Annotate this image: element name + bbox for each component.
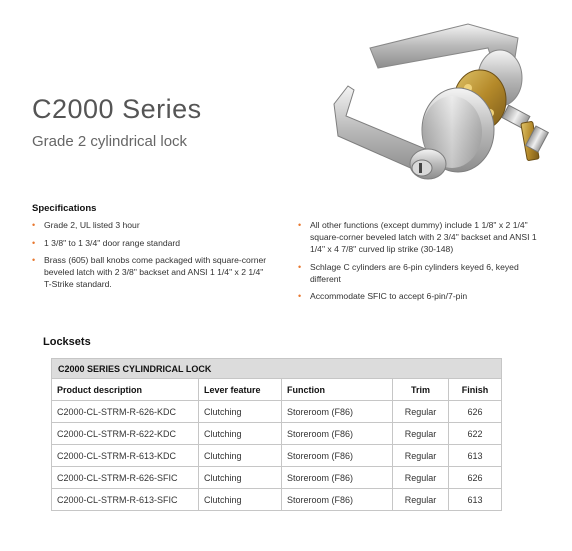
cell-finish: 622: [449, 423, 502, 445]
column-header-lever: Lever feature: [199, 379, 282, 401]
specifications-list-left: [32, 219, 272, 296]
cell-product: C2000-CL-STRM-R-626-SFIC: [52, 467, 199, 489]
cell-lever: Clutching: [199, 467, 282, 489]
spec-item: [32, 219, 272, 231]
cell-lever: Clutching: [199, 423, 282, 445]
table-band-row: [52, 359, 502, 379]
spec-item: [298, 261, 543, 285]
cell-product: C2000-CL-STRM-R-613-KDC: [52, 445, 199, 467]
column-header-finish: Finish: [449, 379, 502, 401]
cell-product: C2000-CL-STRM-R-613-SFIC: [52, 489, 199, 511]
cell-finish: 626: [449, 467, 502, 489]
cell-trim: Regular: [393, 489, 449, 511]
cell-trim: Regular: [393, 423, 449, 445]
lever-lock-image: [318, 18, 554, 188]
table-band-title: C2000 SERIES CYLINDRICAL LOCK: [52, 359, 502, 379]
specifications-heading: Specifications: [32, 203, 97, 214]
spec-item: [32, 237, 272, 249]
spec-item-text: Schlage C cylinders are 6-pin cylinders keyed 6, keyed different: [310, 261, 519, 284]
table-row: [52, 467, 502, 489]
spec-item: [298, 219, 543, 255]
bullet-icon: •: [298, 220, 302, 230]
cell-trim: Regular: [393, 445, 449, 467]
bullet-icon: •: [32, 255, 36, 265]
table-header-row: [52, 379, 502, 401]
locksets-table: [51, 358, 502, 511]
cell-lever: Clutching: [199, 489, 282, 511]
cell-lever: Clutching: [199, 401, 282, 423]
spec-item-text: All other functions (except dummy) include 1 1/8" x 2 1/4" square-corner beveled latch with 2 3/4" backset and ANSI 1 1/4" x 4 7/8" curved lip strike (30-148): [310, 220, 537, 254]
spec-item: [32, 254, 272, 290]
spec-item-text: Accommodate SFIC to accept 6-pin/7-pin: [310, 291, 468, 301]
table-row: [52, 445, 502, 467]
cell-finish: 626: [449, 401, 502, 423]
bullet-icon: •: [298, 261, 302, 272]
cell-function: Storeroom (F86): [282, 423, 393, 445]
cell-trim: Regular: [393, 467, 449, 489]
page-title: C2000 Series: [32, 94, 202, 124]
spec-item: [298, 290, 543, 302]
cell-function: Storeroom (F86): [282, 401, 393, 423]
spec-item-text: Grade 2, UL listed 3 hour: [44, 220, 140, 230]
cell-finish: 613: [449, 445, 502, 467]
cell-product: C2000-CL-STRM-R-626-KDC: [52, 401, 199, 423]
column-header-trim: Trim: [393, 379, 449, 401]
column-header-product: Product description: [52, 379, 199, 401]
page-subtitle: Grade 2 cylindrical lock: [32, 133, 188, 150]
cell-product: C2000-CL-STRM-R-622-KDC: [52, 423, 199, 445]
column-header-function: Function: [282, 379, 393, 401]
cell-function: Storeroom (F86): [282, 445, 393, 467]
cell-function: Storeroom (F86): [282, 467, 393, 489]
cell-trim: Regular: [393, 401, 449, 423]
table-row: [52, 423, 502, 445]
specifications-list-right: [298, 219, 543, 308]
bullet-icon: •: [32, 237, 36, 248]
locksets-heading: Locksets: [43, 336, 91, 348]
spec-item-text: 1 3/8" to 1 3/4" door range standard: [44, 237, 181, 248]
cell-function: Storeroom (F86): [282, 489, 393, 511]
spec-item-text: Brass (605) ball knobs come packaged with square-corner beveled latch with 2 3/8" backset and ANSI 1 1/4" x 2 1/4" T-Strike standard.: [44, 255, 267, 289]
bullet-icon: •: [298, 291, 302, 301]
table-row: [52, 401, 502, 423]
cell-finish: 613: [449, 489, 502, 511]
bullet-icon: •: [32, 220, 36, 230]
table-row: [52, 489, 502, 511]
cell-lever: Clutching: [199, 445, 282, 467]
